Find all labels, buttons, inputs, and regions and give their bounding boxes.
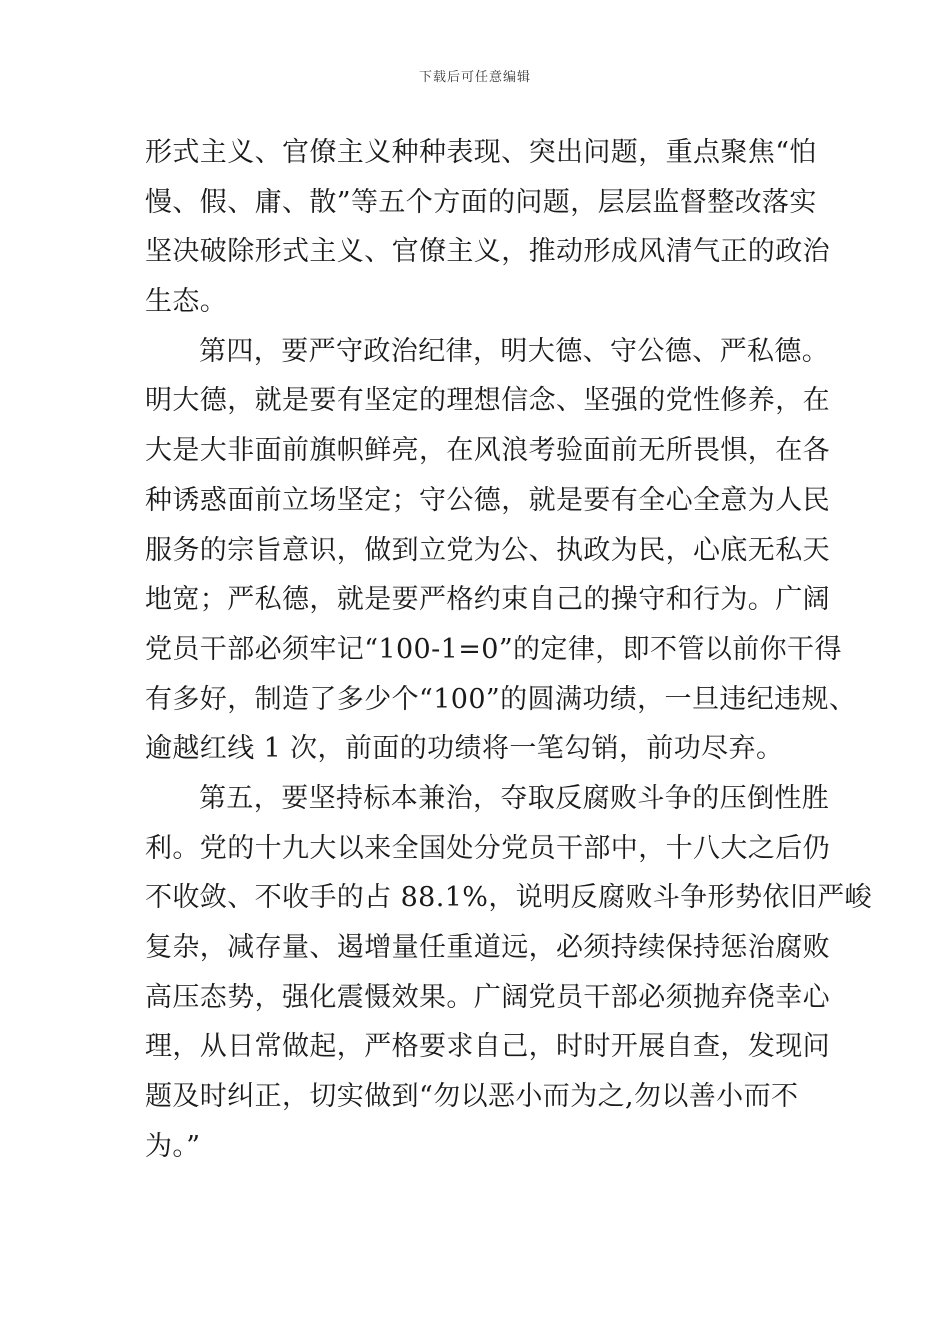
paragraph-start-line: 第五，要坚持标本兼治，夺取反腐败斗争的压倒性胜 (199, 782, 830, 814)
text-line: 形式主义、官僚主义种种表现、突出问题，重点聚焦“怕 (145, 137, 817, 168)
text-line: 党员干部必须牢记“100-1=0”的定律，即不管以前你干得 (145, 633, 842, 665)
text-line: 地宽；严私德，就是要严格约束自己的操守和行为。广阔 (145, 584, 830, 616)
text-line: 坚决破除形式主义、官僚主义，推动形成风清气正的政治 (145, 236, 830, 268)
page-header: 下载后可任意编辑 (418, 70, 531, 85)
text-line: 利。党的十九大以来全国处分党员干部中，十八大之后仍 (145, 832, 830, 864)
paragraph-start-line: 第四，要严守政治纪律，明大德、守公德、严私德。 (199, 335, 830, 367)
text-line: 生态。 (145, 286, 228, 318)
text-line: 服务的宗旨意识，做到立党为公、执政为民，心底无私天 (145, 534, 830, 566)
document-body (145, 128, 872, 1171)
text-line: 有多好，制造了多少个“100”的圆满功绩，一旦违纪违规、 (145, 683, 857, 715)
text-line: 高压态势，强化震慑效果。广阔党员干部必须抛弃侥幸心 (145, 981, 830, 1013)
text-line: 种诱惑面前立场坚定；守公德，就是要有全心全意为人民 (145, 484, 830, 516)
text-line: 为。” (145, 1130, 201, 1162)
text-line: 明大德，就是要有坚定的理想信念、坚强的党性修养，在 (145, 385, 830, 417)
text-line: 大是大非面前旗帜鲜亮，在风浪考验面前无所畏惧，在各 (145, 435, 830, 467)
text-line: 理，从日常做起，严格要求自己，时时开展自查，发现问 (145, 1031, 830, 1063)
text-line: 不收敛、不收手的占 88.1%，说明反腐败斗争形势依旧严峻 (145, 882, 872, 914)
text-line: 题及时纠正，切实做到“勿以恶小而为之,勿以善小而不 (145, 1081, 799, 1113)
text-line: 慢、假、庸、散”等五个方面的问题，层层监督整改落实 (145, 186, 817, 218)
text-line: 逾越红线 1 次，前面的功绩将一笔勾销，前功尽弃。 (145, 733, 784, 765)
text-line: 复杂，减存量、遏增量任重道远，必须持续保持惩治腐败 (145, 932, 830, 963)
